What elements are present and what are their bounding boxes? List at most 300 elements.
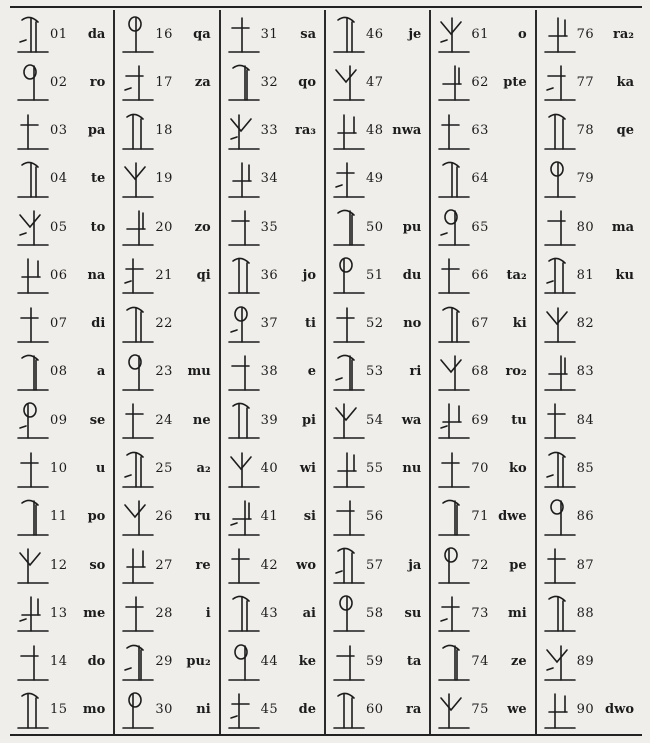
sign-number: 87 [576,557,595,573]
sign-number: 73 [471,605,489,621]
sign-phonetic-value: ra [406,702,422,718]
sign-phonetic-value: nu [402,461,422,477]
linear-b-sign-glyph-icon [227,12,261,56]
sign-number: 35 [260,219,279,235]
sign-phonetic-value: a₂ [196,461,211,477]
sign-entry [115,493,218,541]
linear-b-sign-glyph-icon [437,591,471,635]
linear-b-sign-glyph-icon [16,350,50,394]
sign-entry [326,444,429,492]
sign-number: 75 [471,702,489,718]
sign-grid [10,10,642,734]
sign-number: 28 [155,605,173,621]
sign-phonetic-value: do [87,654,106,670]
sign-number: 30 [155,702,173,718]
sign-entry [221,637,324,685]
linear-b-sign-glyph-icon [543,302,577,346]
linear-b-sign-glyph-icon [543,447,577,491]
linear-b-sign-glyph-icon [227,495,261,539]
sign-entry [221,107,324,155]
sign-entry [115,155,218,203]
linear-b-sign-glyph-icon [332,12,366,56]
sign-number: 19 [155,171,173,187]
sign-number: 13 [50,605,68,621]
sign-entry [115,300,218,348]
sign-entry [326,300,429,348]
linear-b-sign-glyph-icon [437,543,471,587]
linear-b-sign-glyph-icon [227,688,261,732]
linear-b-sign-glyph-icon [227,350,261,394]
sign-phonetic-value: to [90,219,106,235]
sign-phonetic-value: dwe [498,509,527,525]
sign-phonetic-value: ka [616,74,634,90]
linear-b-sign-glyph-icon [332,688,366,732]
sign-number: 33 [260,123,279,139]
linear-b-sign-glyph-icon [121,302,155,346]
sign-number: 10 [50,461,68,477]
sign-entry [10,686,113,734]
sign-number: 66 [471,267,489,283]
sign-number: 23 [155,364,173,380]
sign-entry [431,637,534,685]
linear-b-sign-glyph-icon [332,398,366,442]
sign-phonetic-value: ra₂ [613,26,634,42]
sign-phonetic-value: ze [511,654,527,670]
sign-number: 72 [471,557,489,573]
sign-entry [431,444,534,492]
sign-entry [221,348,324,396]
sign-number: 50 [366,219,384,235]
linear-b-sign-glyph-icon [543,60,577,104]
sign-entry [537,396,642,444]
sign-phonetic-value: ja [408,557,422,573]
linear-b-sign-glyph-icon [227,591,261,635]
linear-b-sign-glyph-icon [543,109,577,153]
sign-phonetic-value: pu [402,219,422,235]
sign-number: 46 [366,26,384,42]
sign-entry [10,396,113,444]
linear-b-sign-glyph-icon [227,640,261,684]
sign-entry [10,348,113,396]
sign-entry [10,107,113,155]
sign-phonetic-value: ai [302,605,316,621]
sign-number: 67 [471,316,489,332]
linear-b-sign-glyph-icon [16,495,50,539]
sign-number: 86 [576,509,595,525]
sign-entry [431,493,534,541]
sign-entry [115,107,218,155]
sign-entry [431,58,534,106]
sign-entry [10,10,113,58]
sign-number: 48 [366,123,384,139]
sign-phonetic-value: ti [305,316,316,332]
linear-b-sign-glyph-icon [437,447,471,491]
sign-phonetic-value: ro₂ [505,364,527,380]
sign-phonetic-value: ku [615,267,634,283]
sign-number: 03 [50,123,68,139]
linear-b-sign-glyph-icon [121,495,155,539]
linear-b-sign-glyph-icon [121,591,155,635]
linear-b-sign-glyph-icon [543,12,577,56]
sign-number: 14 [50,654,68,670]
linear-b-sign-glyph-icon [332,350,366,394]
sign-entry [537,493,642,541]
sign-phonetic-value: se [89,412,106,428]
linear-b-sign-glyph-icon [332,205,366,249]
sign-number: 74 [471,654,489,670]
sign-entry [326,493,429,541]
sign-entry [221,493,324,541]
sign-phonetic-value: tu [511,412,527,428]
sign-phonetic-value: re [195,557,211,573]
linear-b-sign-glyph-icon [437,398,471,442]
sign-entry [10,58,113,106]
sign-number: 88 [576,605,595,621]
sign-phonetic-value: te [91,171,106,187]
sign-entry [10,493,113,541]
sign-entry [431,348,534,396]
sign-number: 64 [471,171,489,187]
sign-entry [115,10,218,58]
linear-b-sign-glyph-icon [16,205,50,249]
sign-number: 31 [260,26,279,42]
sign-entry [537,686,642,734]
sign-number: 51 [366,267,384,283]
sign-entry [431,396,534,444]
sign-number: 44 [260,654,279,670]
sign-phonetic-value: dwo [605,702,634,718]
sign-number: 04 [50,171,68,187]
sign-number: 01 [50,26,68,42]
sign-number: 78 [576,123,595,139]
sign-phonetic-value: wi [299,461,316,477]
sign-phonetic-value: ma [611,219,634,235]
linear-b-sign-glyph-icon [121,109,155,153]
sign-phonetic-value: qe [616,123,634,139]
sign-entry [10,637,113,685]
sign-number: 36 [260,267,279,283]
sign-number: 85 [576,461,595,477]
sign-number: 09 [50,412,68,428]
sign-phonetic-value: pte [503,74,527,90]
sign-number: 20 [155,219,173,235]
sign-number: 79 [576,171,595,187]
sign-phonetic-value: qa [193,26,211,42]
sign-number: 24 [155,412,173,428]
sign-entry [221,155,324,203]
sign-phonetic-value: me [83,605,106,621]
sign-phonetic-value: ne [192,412,211,428]
sign-number: 45 [260,702,279,718]
linear-b-sign-glyph-icon [332,591,366,635]
sign-number: 80 [576,219,595,235]
sign-phonetic-value: a [96,364,106,380]
sign-number: 12 [50,557,68,573]
sign-phonetic-value: we [507,702,527,718]
linear-b-sign-glyph-icon [437,350,471,394]
sign-entry [10,251,113,299]
linear-b-sign-glyph-icon [332,640,366,684]
sign-column [221,10,326,734]
sign-phonetic-value: pu₂ [186,654,211,670]
sign-number: 47 [366,74,384,90]
sign-entry [326,107,429,155]
linear-b-sign-glyph-icon [543,591,577,635]
sign-column [431,10,536,734]
sign-entry [10,589,113,637]
sign-number: 43 [260,605,279,621]
sign-column [326,10,431,734]
sign-entry [537,348,642,396]
sign-number: 49 [366,171,384,187]
sign-entry [115,348,218,396]
sign-number: 38 [260,364,279,380]
sign-phonetic-value: pi [301,412,316,428]
sign-number: 05 [50,219,68,235]
sign-number: 90 [576,702,595,718]
sign-entry [326,58,429,106]
sign-entry [115,541,218,589]
linear-b-sign-glyph-icon [16,447,50,491]
sign-number: 83 [576,364,595,380]
linear-b-sign-glyph-icon [332,253,366,297]
sign-number: 62 [471,74,489,90]
sign-entry [115,686,218,734]
sign-number: 68 [471,364,489,380]
sign-entry [326,541,429,589]
sign-number: 07 [50,316,68,332]
sign-number: 18 [155,123,173,139]
linear-b-sign-glyph-icon [121,447,155,491]
sign-phonetic-value: mo [82,702,106,718]
sign-phonetic-value: zo [194,219,211,235]
sign-number: 63 [471,123,489,139]
sign-phonetic-value: de [298,702,316,718]
sign-entry [537,58,642,106]
sign-entry [221,300,324,348]
sign-entry [221,444,324,492]
sign-entry [326,396,429,444]
sign-phonetic-value: sa [300,26,316,42]
sign-number: 37 [260,316,279,332]
linear-b-sign-glyph-icon [227,398,261,442]
sign-phonetic-value: ru [194,509,211,525]
linear-b-sign-glyph-icon [332,543,366,587]
linear-b-sign-glyph-icon [437,12,471,56]
linear-b-sign-glyph-icon [332,495,366,539]
linear-b-sign-glyph-icon [437,688,471,732]
sign-entry [537,541,642,589]
sign-number: 17 [155,74,173,90]
sign-entry [221,58,324,106]
sign-phonetic-value: po [87,509,106,525]
sign-phonetic-value: pa [87,123,106,139]
sign-entry [115,444,218,492]
sign-number: 69 [471,412,489,428]
sign-number: 89 [576,654,595,670]
linear-b-sign-glyph-icon [121,253,155,297]
sign-entry [537,637,642,685]
linear-b-sign-glyph-icon [437,60,471,104]
sign-entry [115,58,218,106]
linear-b-sign-glyph-icon [16,543,50,587]
linear-b-sign-glyph-icon [16,109,50,153]
linear-b-sign-glyph-icon [16,302,50,346]
sign-number: 08 [50,364,68,380]
sign-entry [326,686,429,734]
sign-number: 27 [155,557,173,573]
sign-phonetic-value: za [194,74,211,90]
linear-b-sign-glyph-icon [227,302,261,346]
sign-entry [537,203,642,251]
sign-phonetic-value: qi [196,267,211,283]
sign-phonetic-value: o [517,26,527,42]
linear-b-sign-glyph-icon [16,157,50,201]
linear-b-sign-glyph-icon [543,688,577,732]
linear-b-sign-glyph-icon [121,157,155,201]
sign-phonetic-value: ko [508,461,527,477]
sign-entry [431,589,534,637]
sign-phonetic-value: jo [302,267,316,283]
sign-phonetic-value: so [89,557,106,573]
sign-number: 32 [260,74,279,90]
sign-number: 53 [366,364,384,380]
sign-number: 58 [366,605,384,621]
sign-entry [221,251,324,299]
sign-entry [537,155,642,203]
sign-entry [115,251,218,299]
sign-number: 55 [366,461,384,477]
sign-number: 21 [155,267,173,283]
sign-number: 06 [50,267,68,283]
sign-phonetic-value: di [91,316,106,332]
sign-number: 42 [260,557,279,573]
sign-entry [537,251,642,299]
sign-number: 82 [576,316,595,332]
sign-phonetic-value: na [87,267,106,283]
sign-number: 15 [50,702,68,718]
sign-number: 57 [366,557,384,573]
sign-entry [10,541,113,589]
linear-b-sign-glyph-icon [332,157,366,201]
sign-entry [326,637,429,685]
sign-entry [537,10,642,58]
sign-phonetic-value: wa [401,412,422,428]
sign-entry [431,251,534,299]
linear-b-sign-glyph-icon [332,60,366,104]
linear-b-sign-glyph-icon [121,12,155,56]
linear-b-sign-glyph-icon [121,640,155,684]
linear-b-sign-glyph-icon [437,157,471,201]
linear-b-sign-glyph-icon [332,109,366,153]
sign-number: 54 [366,412,384,428]
sign-number: 84 [576,412,595,428]
linear-b-sign-glyph-icon [227,543,261,587]
sign-number: 70 [471,461,489,477]
sign-entry [431,300,534,348]
sign-entry [431,155,534,203]
linear-b-sign-glyph-icon [543,495,577,539]
sign-number: 41 [260,509,279,525]
linear-b-sign-glyph-icon [332,302,366,346]
sign-entry [326,589,429,637]
sign-entry [326,203,429,251]
sign-entry [115,637,218,685]
linear-b-sign-glyph-icon [121,398,155,442]
sign-entry [221,396,324,444]
sign-column [10,10,115,734]
linear-b-sign-glyph-icon [543,398,577,442]
linear-b-sign-glyph-icon [227,253,261,297]
sign-number: 16 [155,26,173,42]
sign-number: 65 [471,219,489,235]
sign-phonetic-value: mi [507,605,527,621]
linear-b-sign-glyph-icon [227,60,261,104]
sign-phonetic-value: ta [406,654,422,670]
sign-number: 60 [366,702,384,718]
sign-phonetic-value: je [408,26,422,42]
sign-column [115,10,220,734]
sign-number: 77 [576,74,595,90]
sign-entry [221,589,324,637]
sign-entry [10,444,113,492]
sign-number: 29 [155,654,173,670]
sign-entry [537,589,642,637]
sign-phonetic-value: ri [409,364,422,380]
top-rule [10,6,642,8]
sign-phonetic-value: u [95,461,106,477]
sign-phonetic-value: no [403,316,422,332]
sign-number: 52 [366,316,384,332]
sign-entry [221,686,324,734]
linear-b-sign-glyph-icon [437,253,471,297]
sign-number: 02 [50,74,68,90]
sign-number: 71 [471,509,489,525]
sign-number: 11 [50,509,68,525]
sign-entry [221,10,324,58]
sign-phonetic-value: ro [89,74,106,90]
sign-entry [10,300,113,348]
linear-b-sign-glyph-icon [121,350,155,394]
sign-phonetic-value: i [205,605,211,621]
linear-b-sign-glyph-icon [121,543,155,587]
linear-b-sign-glyph-icon [16,591,50,635]
sign-phonetic-value: ni [196,702,211,718]
sign-entry [326,251,429,299]
sign-number: 22 [155,316,173,332]
sign-phonetic-value: pe [509,557,527,573]
linear-b-sign-glyph-icon [543,640,577,684]
linear-b-sign-glyph-icon [121,205,155,249]
linear-b-sign-glyph-icon [437,205,471,249]
sign-phonetic-value: ke [298,654,316,670]
sign-entry [10,203,113,251]
linear-b-sign-glyph-icon [16,640,50,684]
sign-number: 81 [576,267,595,283]
sign-entry [431,107,534,155]
linear-b-sign-glyph-icon [16,60,50,104]
linear-b-sign-glyph-icon [543,157,577,201]
sign-entry [221,541,324,589]
linear-b-sign-glyph-icon [16,253,50,297]
sign-entry [326,10,429,58]
sign-entry [326,155,429,203]
linear-b-sign-glyph-icon [227,205,261,249]
sign-number: 76 [576,26,595,42]
linear-b-sign-glyph-icon [437,640,471,684]
linear-b-sign-glyph-icon [543,205,577,249]
sign-number: 56 [366,509,384,525]
